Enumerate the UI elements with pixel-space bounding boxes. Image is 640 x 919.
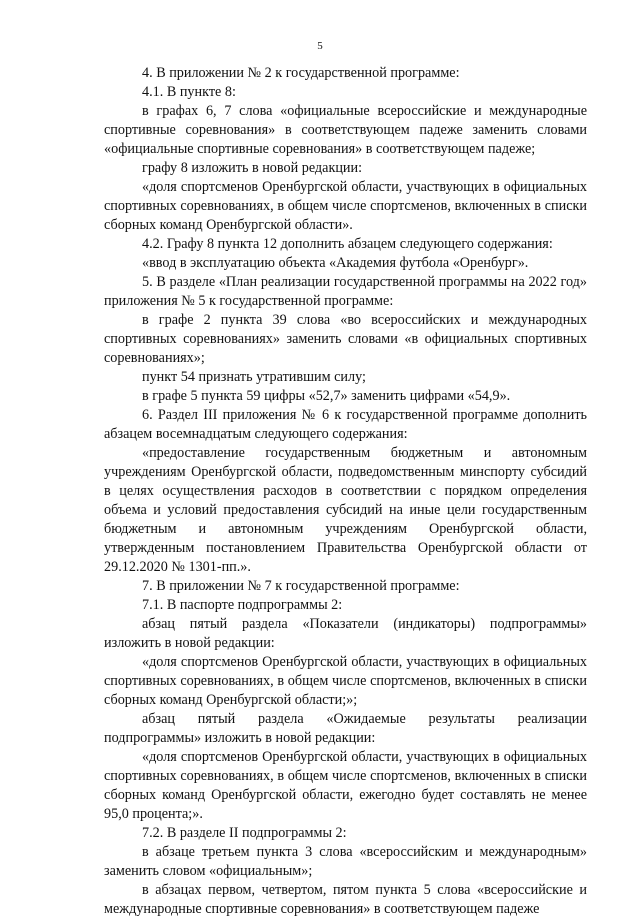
paragraph: пункт 54 признать утратившим силу;: [142, 369, 366, 385]
paragraph: «доля спортсменов Оренбургской области, участвующих в официальных спортивных соревнованиях, в общем числе спортсменов, включенных в списки сборных команд Оренбургской области, ежегодно будет составлять не менее 95,0 процента;».: [104, 749, 587, 822]
page-number: 5: [317, 40, 323, 52]
document-body: [104, 64, 587, 919]
paragraph: графу 8 изложить в новой редакции:: [142, 160, 363, 176]
paragraph: 4.2. Графу 8 пункта 12 дополнить абзацем следующего содержания:: [142, 236, 553, 252]
paragraph: в графе 5 пункта 59 цифры «52,7» заменить цифрами «54,9».: [142, 388, 511, 404]
paragraph: 4. В приложении № 2 к государственной программе:: [142, 65, 460, 81]
paragraph: в абзаце третьем пункта 3 слова «всероссийским и международным» заменить словом «официальным»;: [104, 844, 587, 879]
paragraph: абзац пятый раздела «Ожидаемые результаты реализации подпрограммы» изложить в новой редакции:: [104, 711, 587, 746]
paragraph: 6. Раздел III приложения № 6 к государственной программе дополнить абзацем восемнадцатым следующего содержания:: [104, 407, 587, 442]
paragraph: 7. В приложении № 7 к государственной программе:: [142, 578, 460, 594]
paragraph: «ввод в эксплуатацию объекта «Академия футбола «Оренбург».: [142, 255, 529, 271]
paragraph: абзац пятый раздела «Показатели (индикаторы) подпрограммы» изложить в новой редакции:: [104, 616, 587, 651]
paragraph: в абзацах первом, четвертом, пятом пункта 5 слова «всероссийские и международные спортивные соревнования» в соответствующем падеже: [104, 882, 587, 917]
paragraph: 7.1. В паспорте подпрограммы 2:: [142, 597, 343, 613]
paragraph: «доля спортсменов Оренбургской области, участвующих в официальных спортивных соревнованиях, в общем числе спортсменов, включенных в списки сборных команд Оренбургской области».: [104, 179, 587, 233]
paragraph: «предоставление государственным бюджетным и автономным учреждениям Оренбургской области, подведомственным минспорту субсидий в целях осуществления расходов в соответствии с порядком определения объема и условий предоставления субсидий на иные цели государственным бюджетным и автономным учреждениям Оренбургской области, утвержденным постановлением Правительства Оренбургской области от 29.12.2020 № 1301-пп.».: [104, 445, 587, 575]
paragraph: «доля спортсменов Оренбургской области, участвующих в официальных спортивных соревнованиях, в общем числе спортсменов, включенных в списки сборных команд Оренбургской области;»;: [104, 654, 587, 708]
paragraph: 5. В разделе «План реализации государственной программы на 2022 год» приложения № 5 к государственной программе:: [104, 274, 587, 309]
paragraph: 4.1. В пункте 8:: [142, 84, 236, 100]
paragraph: в графах 6, 7 слова «официальные всероссийские и международные спортивные соревнования» в соответствующем падеже заменить словами «официальные спортивные соревнования» в соответствующем падеже;: [104, 103, 587, 157]
paragraph: в графе 2 пункта 39 слова «во всероссийских и международных спортивных соревнованиях» заменить словами «в официальных спортивных соревнованиях»;: [104, 312, 587, 366]
paragraph: 7.2. В разделе II подпрограммы 2:: [142, 825, 347, 841]
